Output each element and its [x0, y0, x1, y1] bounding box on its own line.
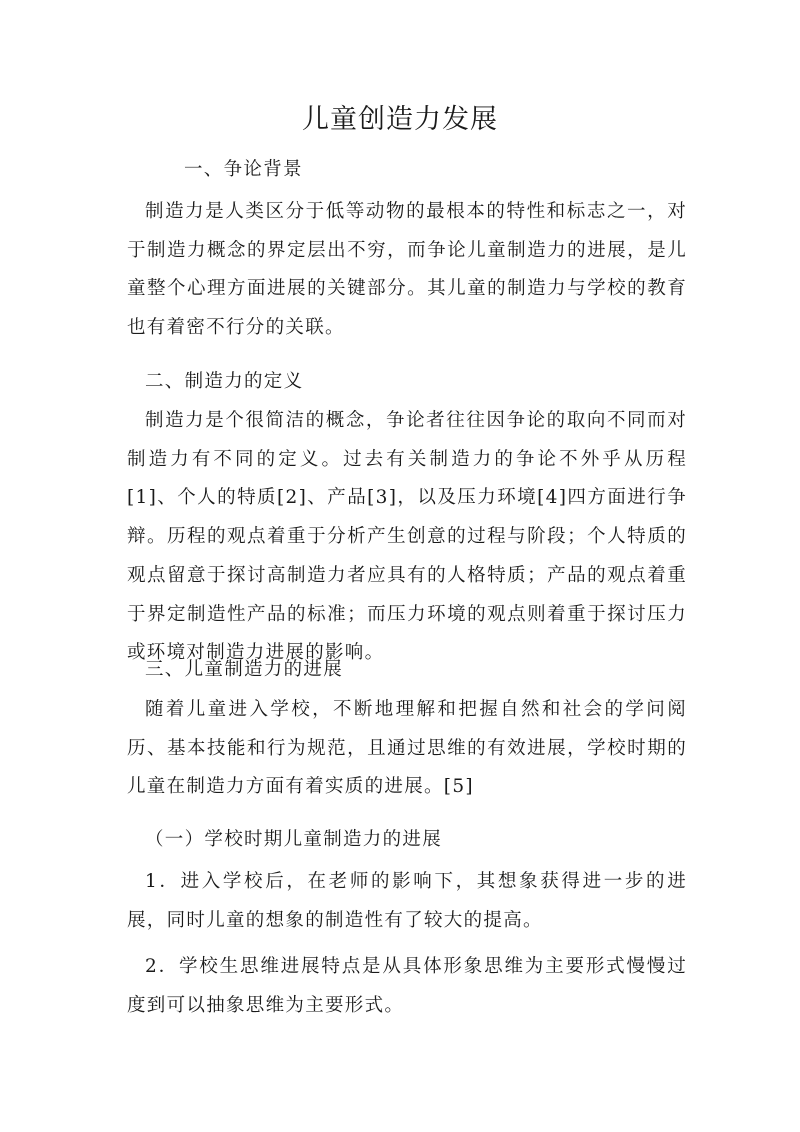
section-heading-1: 一、争论背景 [184, 159, 303, 180]
section-heading-3: 三、儿童制造力的进展 [145, 659, 344, 680]
subsection-heading: （一）学校时期儿童制造力的进展 [145, 829, 443, 850]
section-heading-2: 二、制造力的定义 [145, 371, 304, 392]
section-2-paragraph: 制造力是个很简洁的概念，争论者往往因争论的取向不同而对制造力有不同的定义。过去有关制造力的争论不外乎从历程[1]、个人的特质[2]、产品[3]，以及压力环境[4]四方面进行争辩。历程的观点着重于分析产生创意的过程与阶段；个人特质的观点留意于探讨高制造力者应具有的人格特质；产品的观点着重于界定制造性产品的标准；而压力环境的观点则着重于探讨压力或环境对制造力进展的影响。 [127, 410, 687, 664]
list-item-2: 2．学校生思维进展特点是从具体形象思维为主要形式慢慢过度到可以抽象思维为主要形式。 [127, 956, 687, 1016]
section-1-paragraph: 制造力是人类区分于低等动物的最根本的特性和标志之一，对于制造力概念的界定层出不穷，而争论儿童制造力的进展，是儿童整个心理方面进展的关键部分。其儿童的制造力与学校的教育也有着密不行分的关联。 [127, 201, 687, 339]
section-3-paragraph: 随着儿童进入学校，不断地理解和把握自然和社会的学问阅历、基本技能和行为规范，且通过思维的有效进展，学校时期的儿童在制造力方面有着实质的进展。[5] [127, 699, 687, 798]
list-item-1: 1．进入学校后，在老师的影响下，其想象获得进一步的进展，同时儿童的想象的制造性有了较大的提高。 [127, 871, 687, 931]
document-title: 儿童创造力发展 [302, 104, 498, 135]
